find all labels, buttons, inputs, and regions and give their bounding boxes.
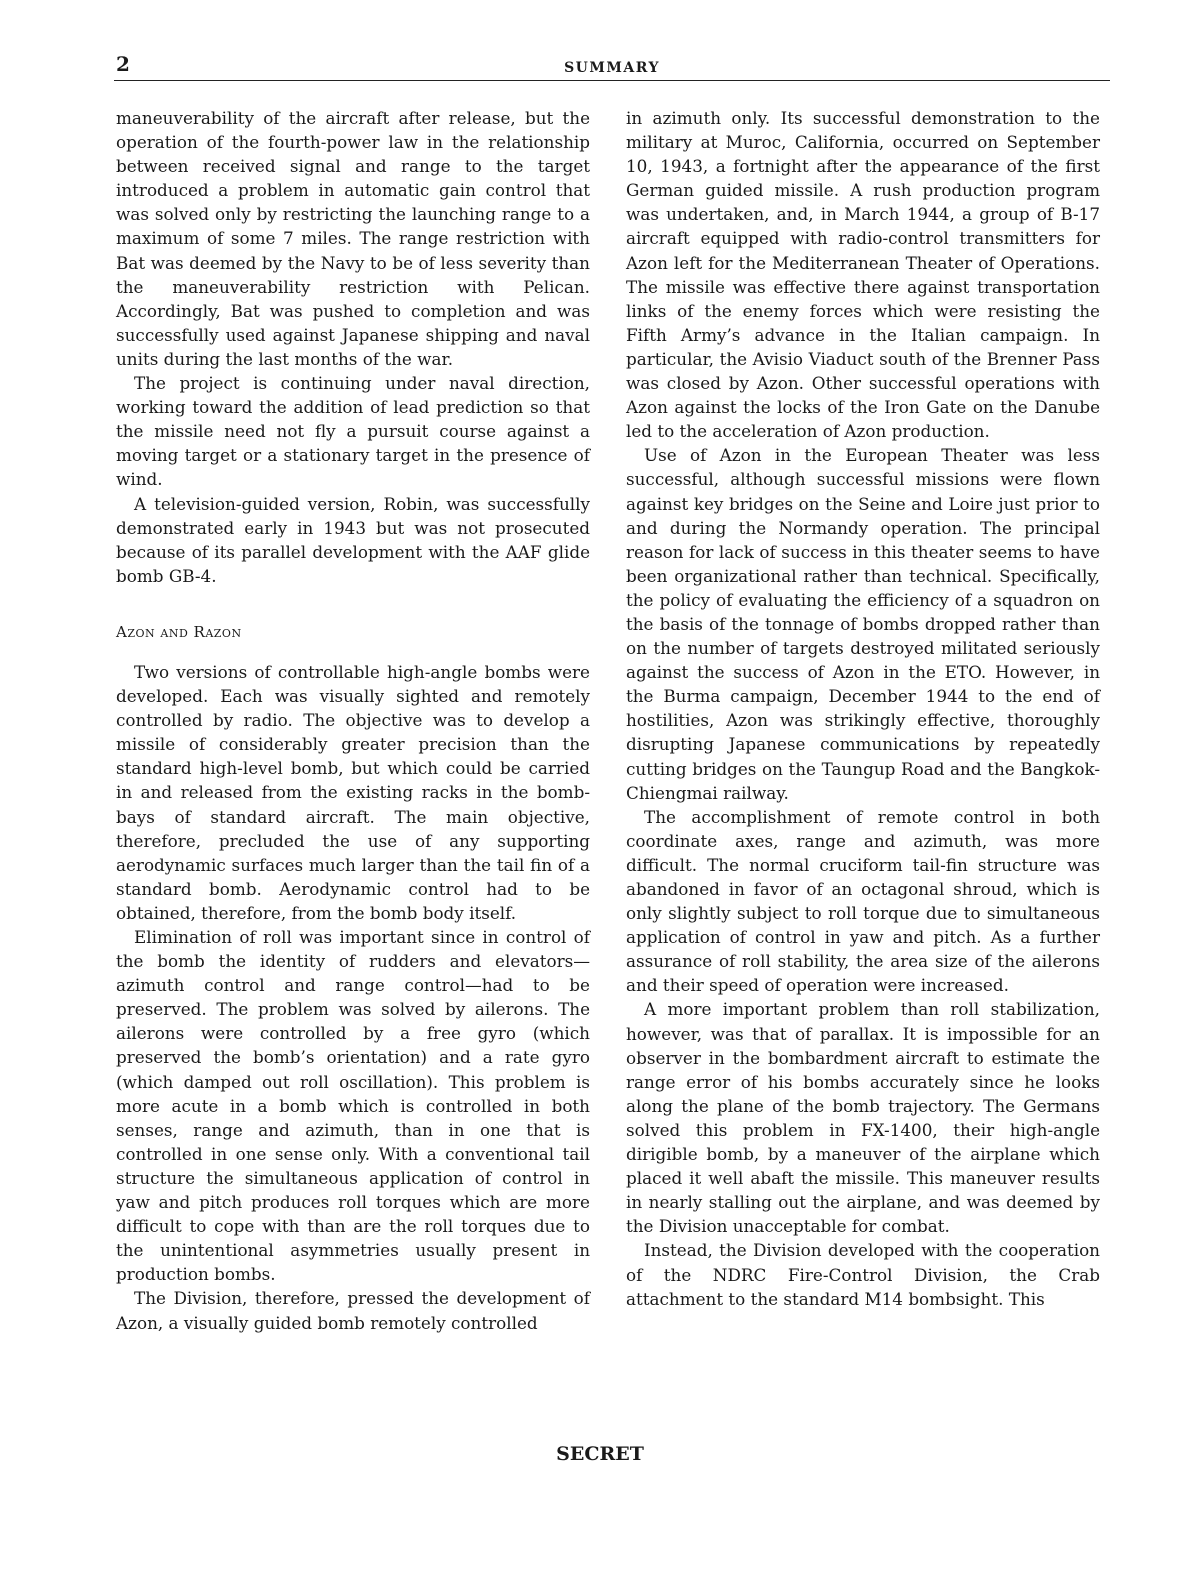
paragraph: Elimination of roll was important since in control of the bomb the identity of rudders and elevators—azimuth control and range control—had to be preserved. The problem was solved by ailerons. The ailerons were controlled by a free gyro (which preserved the bomb’s orientation) and a rate gyro (which damped out roll oscillation). This problem is more acute in a bomb which is controlled in both senses, range and azimuth, than in one that is controlled in one sense only. With a conventional tail structure the simultaneous application of control in yaw and pitch produces roll torques which are more difficult to cope with than are the roll torques due to the unintentional asymmetries usually present in production bombs. [116, 927, 590, 1285]
paragraph: The accomplishment of remote control in both coordinate axes, range and azimuth, was more difficult. The normal cruciform tail-fin structure was abandoned in favor of an octagonal shroud, which is only slightly subject to roll torque due to simultaneous application of control in yaw and pitch. As a further assurance of roll stability, the area size of the ailerons and their speed of operation were increased. [626, 806, 1100, 996]
paragraph: Two versions of controllable high-angle bombs were developed. Each was visually sighted and remotely controlled by radio. The objective was to develop a missile of considerably greater precision than the standard high-level bomb, but which could be carried in and released from the existing racks in the bomb-bays of standard aircraft. The main objective, therefore, precluded the use of any supporting aerodynamic surfaces much larger than the tail fin of a standard bomb. Aerodynamic control had to be obtained, therefore, from the bomb body itself. [116, 661, 590, 923]
paragraph: Instead, the Division developed with the cooperation of the NDRC Fire-Control Division, the Crab attachment to the standard M14 bombsight. This [626, 1240, 1100, 1309]
running-head: SUMMARY [564, 60, 660, 76]
paragraph: Use of Azon in the European Theater was less successful, although successful missions were flown against key bridges on the Seine and Loire just prior to and during the Normandy operation. The principal reason for lack of success in this theater seems to have been organizational rather than technical. Specifically, the policy of evaluating the efficiency of a squadron on the basis of the tonnage of bombs dropped rather than on the number of targets destroyed militated seriously against the success of Azon in the ETO. However, in the Burma campaign, December 1944 to the end of hostilities, Azon was strikingly effective, thoroughly disrupting Japanese communications by repeatedly cutting bridges on the Taungup Road and the Bangkok-Chiengmai railway. [626, 445, 1100, 803]
paragraph: A more important problem than roll stabilization, however, was that of parallax. It is impossible for an observer in the bombardment aircraft to estimate the range error of his bombs accurately since he looks along the plane of the bomb trajectory. The Germans solved this problem in FX-1400, their high-angle dirigible bomb, by a maneuver of the airplane which placed it well abaft the missile. This maneuver results in nearly stalling out the airplane, and was deemed by the Division unacceptable for combat. [626, 999, 1100, 1237]
paragraph: The project is continuing under naval direction, working toward the addition of lead prediction so that the missile need not fly a pursuit course against a moving target or a stationary target in the presence of wind. [116, 373, 590, 490]
page-number: 2 [116, 52, 130, 76]
paragraph: in azimuth only. Its successful demonstration to the military at Muroc, California, occurred on September 10, 1943, a fortnight after the appearance of the first German guided missile. A rush production program was undertaken, and, in March 1944, a group of B-17 aircraft equipped with radio-control transmitters for Azon left for the Mediterranean Theater of Operations. The missile was effective there against transportation links of the enemy forces which were resisting the Fifth Army’s advance in the Italian campaign. In particular, the Avisio Viaduct south of the Brenner Pass was closed by Azon. Other successful operations with Azon against the locks of the Iron Gate on the Danube led to the acceleration of Azon production. [626, 108, 1100, 442]
paragraph: A television-guided version, Robin, was successfully demonstrated early in 1943 but was not prosecuted because of its parallel development with the AAF glide bomb GB-4. [116, 493, 590, 586]
paragraph: The Division, therefore, pressed the development of Azon, a visually guided bomb remotely controlled [116, 1288, 590, 1333]
page-header [114, 52, 1110, 81]
paragraph: maneuverability of the aircraft after release, but the operation of the fourth-power law in the relationship between received signal and range to the target introduced a problem in automatic gain control that was solved only by restricting the launching range to a maximum of some 7 miles. The range restriction with Bat was deemed by the Navy to be of less severity than the maneuverability restriction with Pelican. Accordingly, Bat was pushed to completion and was successfully used against Japanese shipping and naval units during the last months of the war. [116, 108, 590, 369]
right-column [626, 106, 1100, 1311]
security-classification: SECRET [556, 1443, 644, 1465]
left-column [116, 106, 590, 1335]
section-heading: Azon and Razon [116, 622, 242, 641]
